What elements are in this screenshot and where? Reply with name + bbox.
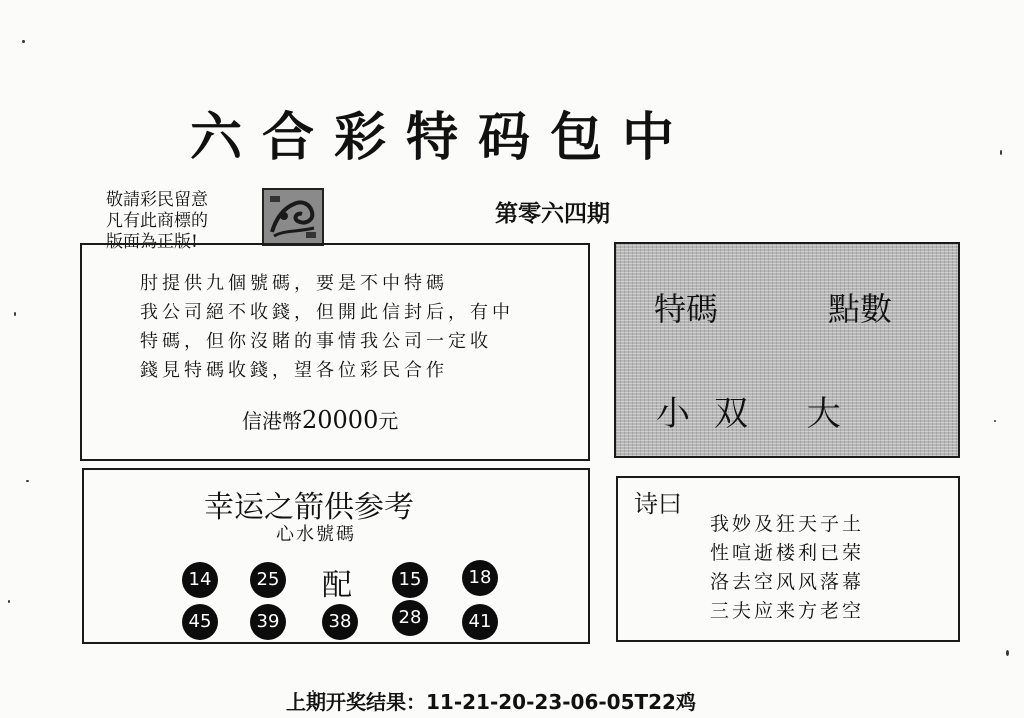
pei-label: 配 <box>322 568 352 603</box>
number-ball: 39 <box>250 604 286 640</box>
number-ball: 18 <box>462 560 498 596</box>
tema-box <box>614 242 960 458</box>
poem-box <box>616 476 960 642</box>
number-ball: 38 <box>322 604 358 640</box>
issue-number: 第零六四期 <box>495 200 610 227</box>
price-amount: 20000 <box>302 406 379 434</box>
scan-speck <box>26 480 29 482</box>
scan-speck <box>22 40 25 43</box>
number-ball: 25 <box>250 562 286 598</box>
number-ball: 28 <box>392 600 428 636</box>
scan-speck <box>1006 650 1009 656</box>
poem-title: 诗曰 <box>634 490 682 518</box>
poem-lines <box>710 510 864 626</box>
price-prefix: 信港幣 <box>242 409 302 433</box>
scan-speck <box>8 600 10 603</box>
scan-speck <box>14 312 16 316</box>
poem-line: 洛去空风风落幕 <box>710 571 865 593</box>
number-ball: 41 <box>462 604 498 640</box>
poem-line: 我妙及狂天子土 <box>710 513 865 535</box>
lucky-title: 幸运之箭供参考 <box>204 490 414 525</box>
offer-price <box>242 405 398 434</box>
number-ball: 14 <box>182 562 218 598</box>
scan-speck <box>994 420 996 422</box>
tema-value: 小双 大 <box>656 394 865 434</box>
price-suffix: 元 <box>378 409 399 433</box>
last-result: 上期开奖结果：11-21-20-23-06-05T22鸡 <box>286 690 696 714</box>
trademark-logo <box>262 188 324 246</box>
number-ball: 45 <box>182 604 218 640</box>
poem-line: 三夫应来方老空 <box>710 600 865 622</box>
scan-speck <box>1000 150 1002 155</box>
poem-line: 性喧逝楼利已荣 <box>710 542 865 564</box>
lucky-subtitle: 心水號碼 <box>276 524 356 545</box>
tema-label: 特碼 <box>654 290 719 328</box>
points-label: 點數 <box>828 290 893 328</box>
notice-text: 敬請彩民留意 凡有此商標的 版面為正版! <box>106 190 208 252</box>
page-title: 六合彩特码包中 <box>190 108 695 168</box>
lucky-numbers-box <box>82 468 590 644</box>
offer-box <box>80 243 590 461</box>
number-ball: 15 <box>392 562 428 598</box>
offer-text: 肘提供九個號碼，要是不中特碼 我公司絕不收錢，但開此信封后，有中 特碼，但你沒賭的事情我公司一定收 錢見特碼收錢，望各位彩民合作 <box>140 273 514 381</box>
